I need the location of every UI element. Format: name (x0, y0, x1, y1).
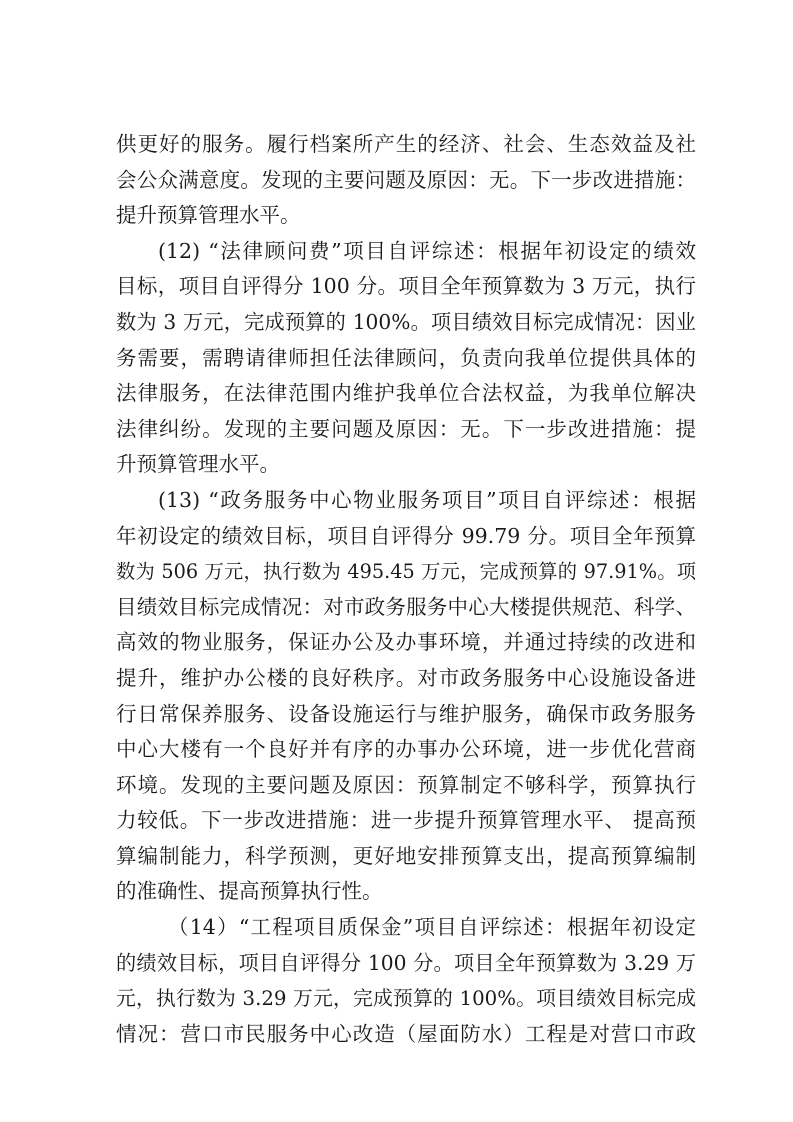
paragraph-line: 法律服务，在法律范围内维护我单位合法权益，为我单位解决 (116, 381, 696, 406)
paragraph-line: 会公众满意度。发现的主要问题及原因：无。下一步改进措施： (116, 167, 696, 192)
paragraph-line: 提升，维护办公楼的良好秩序。对市政务服务中心设施设备进 (116, 665, 696, 690)
paragraph-line: 中心大楼有一个良好并有序的办事办公环境，进一步优化营商 (116, 737, 696, 762)
paragraph-line: 力较低。下一步改进措施：进一步提升预算管理水平、 提高预 (116, 808, 696, 833)
paragraph-line: 高效的物业服务，保证办公及办事环境，并通过持续的改进和 (116, 630, 696, 655)
paragraph-14-heading-line: （14）“工程项目质保金”项目自评综述：根据年初设定 (168, 915, 696, 940)
body-text (116, 127, 696, 1052)
paragraph-13-heading-line: (13) “政务服务中心物业服务项目”项目自评综述：根据 (158, 487, 696, 512)
paragraph-line: 数为 506 万元，执行数为 495.45 万元，完成预算的 97.91%。项 (116, 560, 696, 584)
paragraph-line: 的准确性、提高预算执行性。 (116, 879, 383, 904)
paragraph-line: 供更好的服务。履行档案所产生的经济、社会、生态效益及社 (116, 132, 696, 156)
paragraph-line: 的绩效目标，项目自评得分 100 分。项目全年预算数为 3.29 万 (116, 950, 696, 975)
paragraph-line: 升预算管理水平。 (116, 452, 280, 477)
paragraph-line: 目标，项目自评得分 100 分。项目全年预算数为 3 万元，执行 (116, 274, 696, 299)
paragraph-line: 务需要，需聘请律师担任法律顾问，负责向我单位提供具体的 (116, 345, 696, 370)
paragraph-line: 提升预算管理水平。 (116, 203, 301, 228)
paragraph-line: 环境。发现的主要问题及原因：预算制定不够科学，预算执行 (116, 772, 696, 797)
paragraph-line: 情况：营口市民服务中心改造（屋面防水）工程是对营口市政 (116, 1021, 696, 1046)
paragraph-12-heading-line: (12) “法律顾问费”项目自评综述：根据年初设定的绩效 (158, 238, 696, 263)
paragraph-line: 年初设定的绩效目标，项目自评得分 99.79 分。项目全年预算 (116, 523, 696, 548)
paragraph-line: 目绩效目标完成情况：对市政务服务中心大楼提供规范、科学、 (116, 594, 696, 619)
paragraph-line: 算编制能力，科学预测，更好地安排预算支出，提高预算编制 (116, 843, 696, 868)
paragraph-line: 行日常保养服务、设备设施运行与维护服务，确保市政务服务 (116, 701, 696, 726)
paragraph-line: 数为 3 万元，完成预算的 100%。项目绩效目标完成情况：因业 (116, 309, 696, 334)
paragraph-line: 元，执行数为 3.29 万元，完成预算的 100%。项目绩效目标完成 (116, 987, 696, 1011)
paragraph-line: 法律纠纷。发现的主要问题及原因：无。下一步改进措施：提 (116, 416, 696, 441)
